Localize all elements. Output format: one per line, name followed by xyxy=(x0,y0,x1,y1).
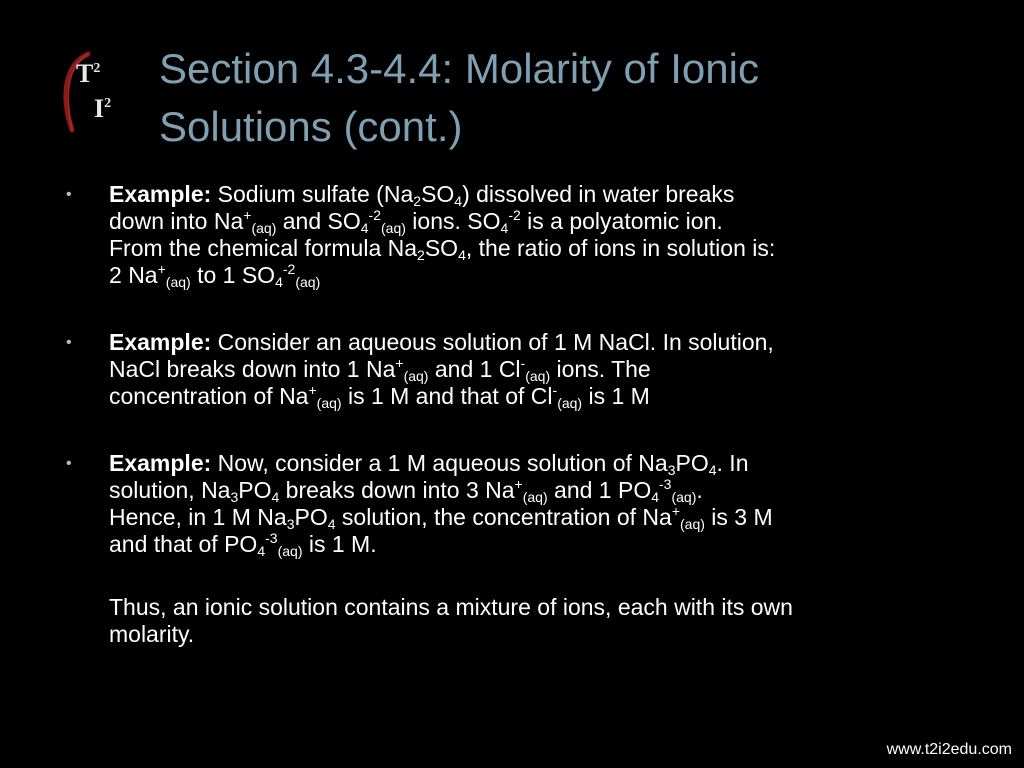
slide-title xyxy=(159,40,979,156)
logo xyxy=(58,50,130,140)
text-line: concentration of $Na^+_{(aq)}$ is 1 M and that of $Cl^-_{(aq)}$ is 1 M xyxy=(109,382,650,411)
conclusion-paragraph xyxy=(66,594,966,648)
slide-body xyxy=(66,181,966,648)
bullet-icon: • xyxy=(66,455,72,472)
text-line: 2 $Na^+_{(aq)}$ to 1 $SO_4^{-2}_{(aq)}$ xyxy=(109,261,321,290)
footer-url: www.t2i2edu.com xyxy=(886,741,1012,758)
example-label: Example: xyxy=(109,329,212,355)
bullet-nacl xyxy=(66,329,966,410)
text-line: Hence, in 1 M $Na_3PO_4$ solution, the concentration of $Na^+_{(aq)}$ is 3 M xyxy=(109,503,773,532)
logo-t2: $T^2$ xyxy=(76,59,101,88)
text-line: NaCl breaks down into 1 $Na^+_{(aq)}$ and 1 $Cl^-_{(aq)}$ ions. The xyxy=(109,355,651,384)
bullet-icon: • xyxy=(66,334,72,351)
text-line: Example: Consider an aqueous solution of 1 M NaCl. In solution, xyxy=(109,329,774,355)
title-line-2: Solutions (cont.) xyxy=(159,103,463,150)
text-line: solution, $Na_3PO_4$ breaks down into 3 $Na^+_{(aq)}$ and 1 $PO_4^{-3}_{(aq)}$. xyxy=(109,476,703,505)
text-line: and that of $PO_4^{-3}_{(aq)}$ is 1 M. xyxy=(109,530,377,559)
text-line: From the chemical formula $Na_2SO_4$, the ratio of ions in solution is: xyxy=(109,235,776,263)
bullet-icon: • xyxy=(66,186,72,203)
text-line: down into $Na^+_{(aq)}$ and $SO_4^{-2}_{(aq)}$ ions. $SO_4^{-2}$ is a polyatomic ion. xyxy=(109,207,723,236)
text-line: Example: Now, consider a 1 M aqueous solution of $Na_3PO_4$. In xyxy=(109,450,749,478)
bullet-na3po4 xyxy=(66,450,966,558)
example-label: Example: xyxy=(109,181,212,207)
title-line-1: Section 4.3-4.4: Molarity of Ionic xyxy=(159,45,759,92)
text-line: molarity. xyxy=(109,621,195,647)
example-label: Example: xyxy=(109,450,212,476)
text-line: Thus, an ionic solution contains a mixture of ions, each with its own xyxy=(109,594,793,620)
logo-i2: $I^2$ xyxy=(94,94,112,123)
bullet-sodium-sulfate xyxy=(66,181,966,289)
text-line: Example: Sodium sulfate $(Na_2SO_4)$ dissolved in water breaks xyxy=(109,181,735,209)
